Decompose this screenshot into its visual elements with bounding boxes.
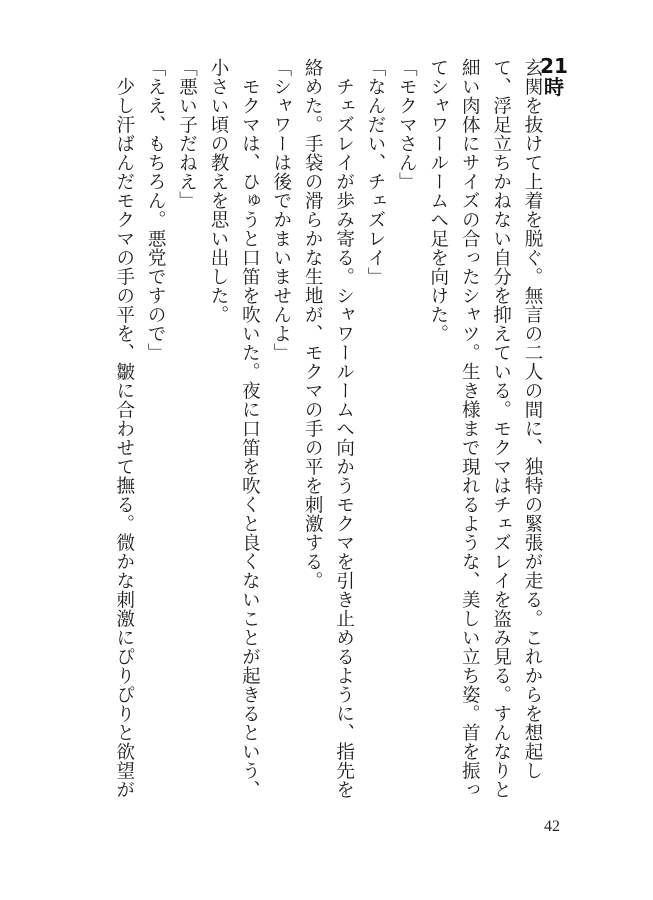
vertical-body-text [108,58,548,799]
chapter-label: 時 [544,75,564,99]
text-line: 玄関を抜けて上着を脱ぐ。無言の二人の間に、独特の緊張が走る。これからを想起し [522,58,543,780]
text-line: 小さい頃の教えを思い出した。 [207,58,229,324]
text-line: 「なんだい、チェズレイ」 [364,58,386,286]
text-line: 「シャワーは後でかまいませんよ」 [270,58,292,362]
chapter-number: 21 [540,54,568,78]
text-line: てシャワールームへ足を向けた。 [427,58,449,343]
text-line: モクマは、ひゅうと口笛を吹いた。夜に口笛を吹くと良くないことが起きるという、 [239,58,261,799]
page-number: 42 [544,818,560,835]
text-line: 「ええ、もちろん。悪党ですので」 [145,58,167,362]
text-line: チェズレイが歩み寄る。シャワールームへ向かうモクマを引き止めるように、指先を [333,58,355,799]
text-line: て、浮足立ちかねない自分を抑えている。モクマはチェズレイを盗み見る。すんなりと [490,58,512,799]
text-line: 絡めた。手袋の滑らかな生地が、モクマの手の平を刺激する。 [302,58,324,590]
text-line: 細い肉体にサイズの合ったシャツ。生き様まで現れるような、美しい立ち姿。首を振っ [459,58,481,799]
text-line: 「モクマさん」 [396,58,418,191]
text-line: 「悪い子だねえ」 [176,58,198,210]
text-line: 少し汗ばんだモクマの手の平を、皺に合わせて撫る。微かな刺激にぴりぴりと欲望が [113,58,135,799]
